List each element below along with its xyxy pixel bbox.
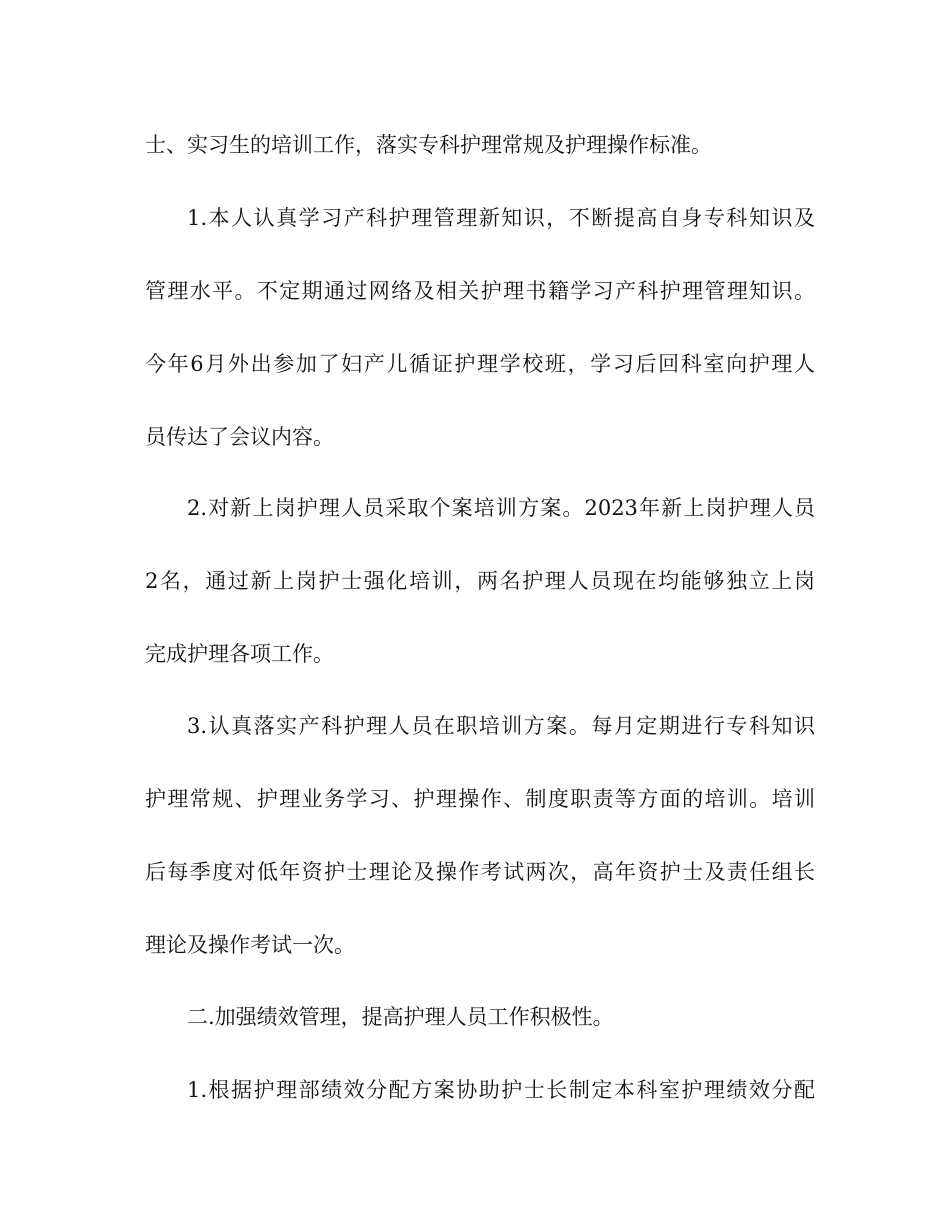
- text-line-1: 士、实习生的培训工作，落实专科护理常规及护理操作标准。: [145, 133, 712, 157]
- text-line-7: 2名，通过新上岗护士强化培训，两名护理人员现在均能够独立上岗: [145, 569, 815, 593]
- text-line-11: 后每季度对低年资护士理论及操作考试两次，高年资护士及责任组长: [145, 860, 815, 884]
- text-line-5: 员传达了会议内容。: [145, 425, 334, 449]
- text-line-12: 理论及操作考试一次。: [145, 933, 355, 957]
- text-line-14: 1.根据护理部绩效分配方案协助护士长制定本科室护理绩效分配: [187, 1078, 815, 1102]
- text-line-13: 二.加强绩效管理，提高护理人员工作积极性。: [187, 1005, 614, 1029]
- text-line-4: 今年6月外出参加了妇产儿循证护理学校班，学习后回科室向护理人: [145, 352, 815, 376]
- text-line-2: 1.本人认真学习产科护理管理新知识，不断提高自身专科知识及: [187, 206, 815, 230]
- text-line-6: 2.对新上岗护理人员采取个案培训方案。2023年新上岗护理人员: [187, 496, 815, 520]
- text-line-3: 管理水平。不定期通过网络及相关护理书籍学习产科护理管理知识。: [145, 279, 815, 303]
- text-line-10: 护理常规、护理业务学习、护理操作、制度职责等方面的培训。培训: [145, 787, 815, 811]
- text-line-8: 完成护理各项工作。: [145, 642, 334, 666]
- text-line-9: 3.认真落实产科护理人员在职培训方案。每月定期进行专科知识: [187, 714, 815, 738]
